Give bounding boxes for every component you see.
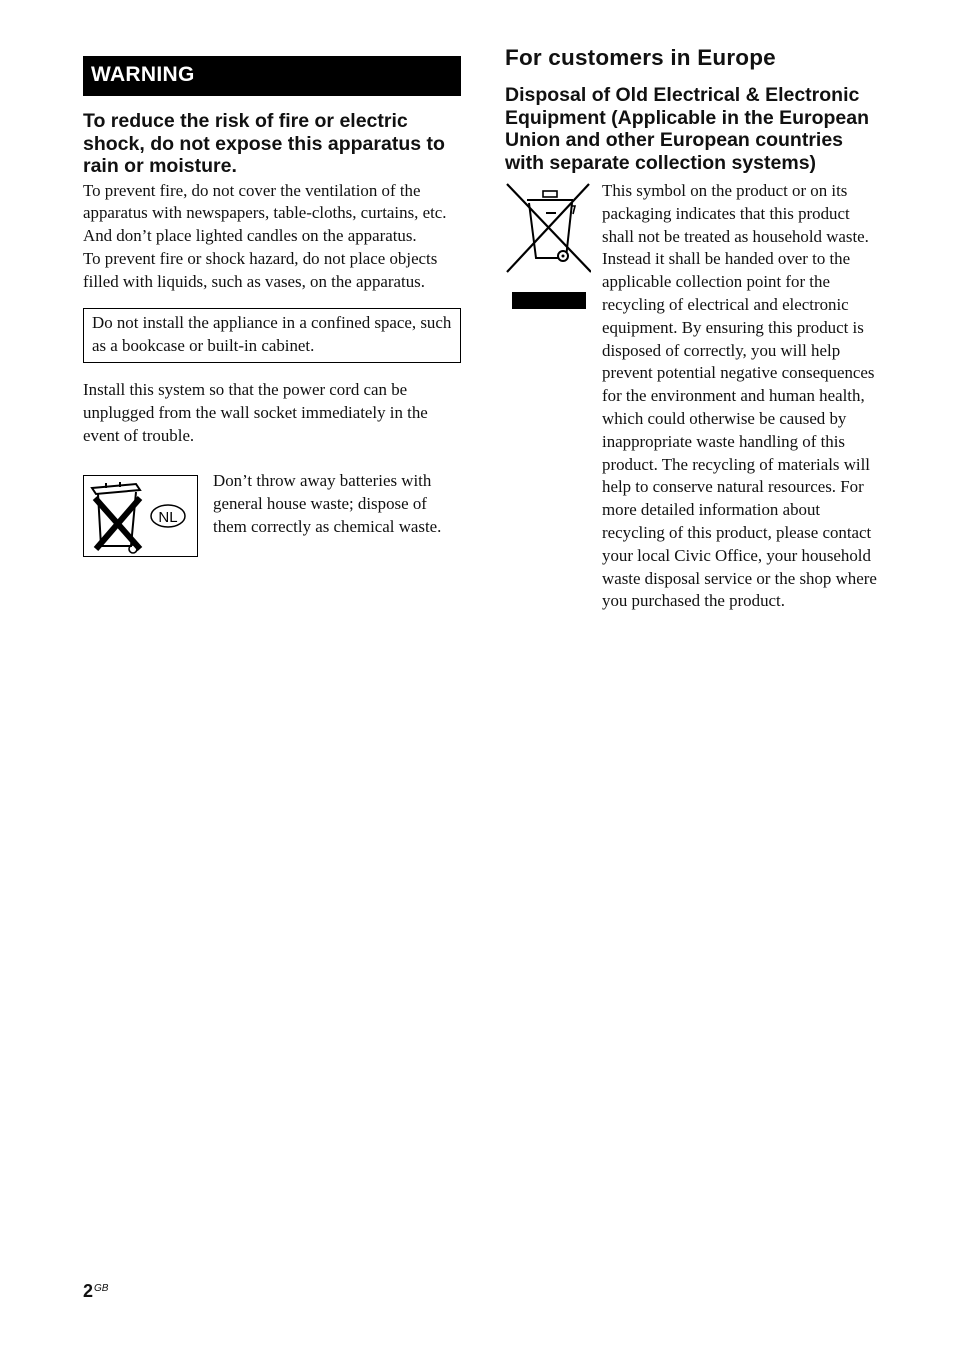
crossed-bin-battery-icon bbox=[83, 475, 198, 557]
battery-disposal-row bbox=[83, 471, 461, 557]
crossed-wheelie-bin-icon bbox=[505, 182, 591, 312]
warning-lead-heading: To reduce the risk of fire or electric shock, do not expose this apparatus to rain or moisture. bbox=[83, 110, 445, 177]
liquids-paragraph: To prevent fire or shock hazard, do not place objects filled with liquids, such as vases, on the apparatus. bbox=[83, 248, 438, 291]
weee-body-text: This symbol on the product or on its packaging indicates that this product shall not be treated as household waste. Instead it shall be handed over to the applicable collection point for the recycling of electrical and electronic equipment. By ensuring this product is disposed of correctly, you will help prevent potential negative consequences for the environment and human health, which could otherwise be caused by inappropriate waste handling of this product. The recycling of materials will help to conserve natural resources. For more detailed information about recycling of this product, please contact your local Civic Office, your household waste disposal service or the shop where you purchased the product. bbox=[602, 181, 877, 611]
nl-badge: NL bbox=[158, 509, 178, 527]
warning-title: WARNING bbox=[91, 63, 195, 86]
battery-disposal-text: Don’t throw away batteries with general house waste; dispose of them correctly as chemical waste. bbox=[213, 471, 442, 537]
confined-space-notice: Do not install the appliance in a confined space, such as a bookcase or built-in cabinet. bbox=[83, 308, 461, 363]
europe-heading: For customers in Europe bbox=[505, 45, 776, 70]
page-number-value: 2 bbox=[83, 1281, 94, 1301]
page-number bbox=[83, 1281, 108, 1302]
page-number-suffix: GB bbox=[94, 1283, 109, 1294]
fire-ventilation-paragraph: To prevent fire, do not cover the ventilation of the apparatus with newspapers, table-cloths, curtains, etc. And don’t place lighted candles on the apparatus. bbox=[83, 180, 447, 246]
power-cord-paragraph: Install this system so that the power cord can be unplugged from the wall socket immediately in the event of trouble. bbox=[83, 380, 428, 445]
weee-section bbox=[505, 180, 883, 613]
disposal-subheading: Disposal of Old Electrical & Electronic Equipment (Applicable in the European Union and other European countries with separate collection systems) bbox=[505, 84, 870, 174]
warning-column bbox=[83, 56, 461, 557]
warning-title-bar bbox=[83, 56, 461, 96]
europe-column bbox=[505, 44, 883, 613]
